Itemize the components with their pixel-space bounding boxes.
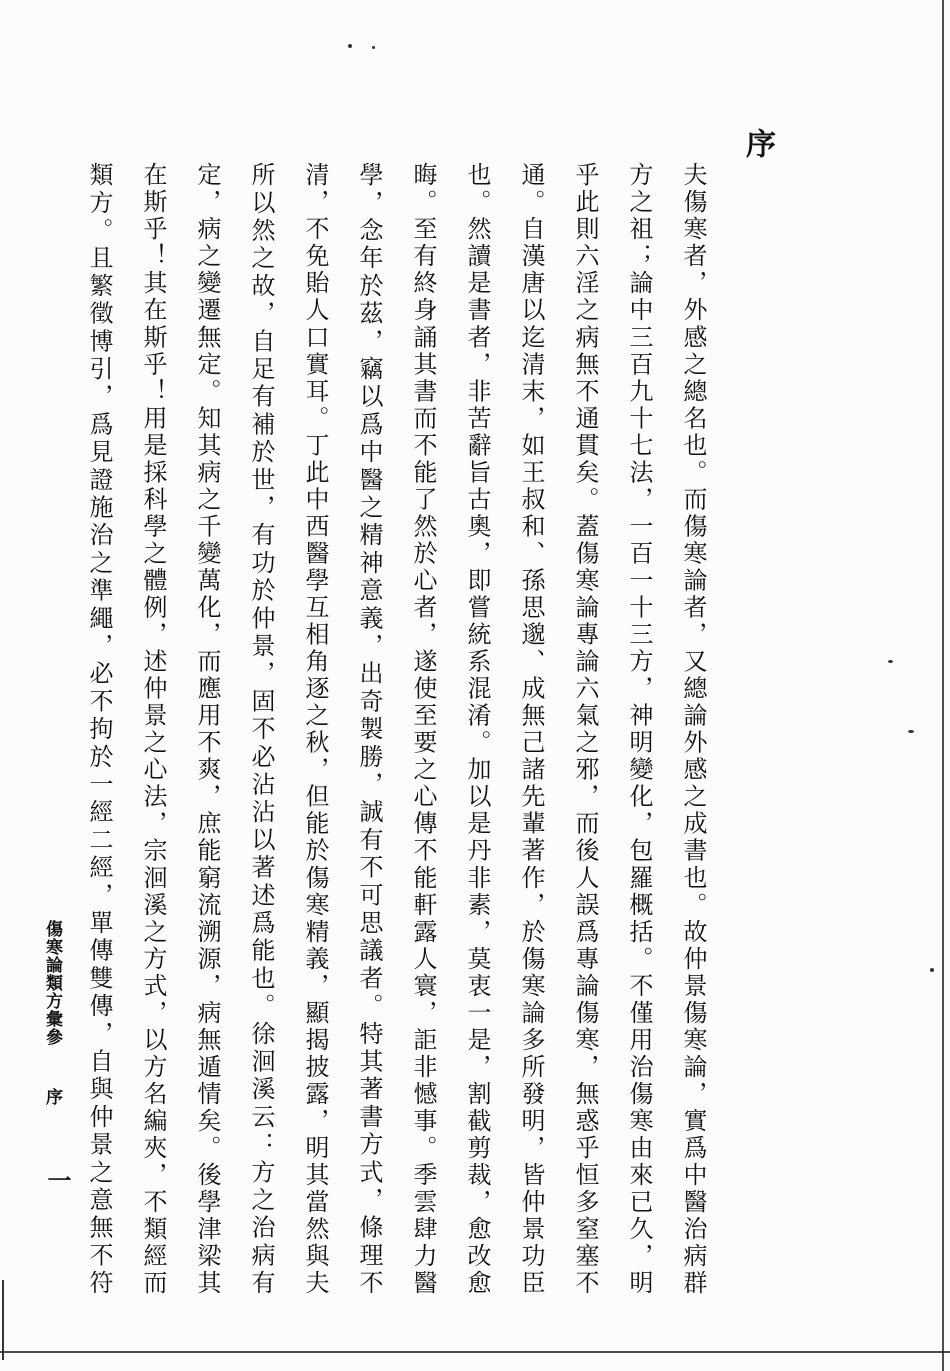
scan-speck — [908, 730, 914, 733]
scan-border-right — [942, 0, 944, 1371]
section-heading: 序 — [740, 128, 775, 158]
scan-speck — [348, 44, 352, 48]
scan-border-bottom — [0, 1351, 950, 1353]
page-number: 一 — [43, 1168, 72, 1192]
scan-speck — [372, 46, 375, 49]
scan-speck — [930, 968, 934, 972]
body-paragraph: 夫傷寒者，外感之總名也。而傷寒論者，又總論外感之成書也。故仲景傷寒論，實爲中醫治病群方之祖；論中三百九十七法，一百一十三方，神明變化，包羅概括。不僅用治傷寒由來已久，明乎此則六淫之病無不通貫矣。蓋傷寒論專論六氣之邪，而後人誤爲專論傷寒，無惑乎恒多窒塞不通。自漢唐以迄清末，如王叔和、孫思邈、成無己諸先輩著作，於傷寒論多所發明，皆仲景功臣也。然讀是書者，非苦辭旨古奧，即嘗統系混淆。加以是丹非素，莫衷一是，割截剪裁，愈改愈晦。至有終身誦其書而不能了然於心者，遂使至要之心傳不能軒露人寰，詎非憾事。季雲肆力醫學，念年於茲，竊以爲中醫之精神意義，出奇製勝，誠有不可思議者。特其著書方式，條理不清，不免貽人口實耳。丁此中西醫學互相角逐之秋，但能於傷寒精義，顯揭披露，明其當然與夫所以然之故，自足有補於世，有功於仲景，固不必沾沾以著述爲能也。徐洄溪云：方之治病有定，病之變遷無定。知其病之千變萬化，而應用不爽，庶能窮流溯源，病無遁情矣。後學津梁其在斯乎！其在斯乎！用是採科學之體例，述仲景之心法，宗洄溪之方式，以方名編夾，不類經而類方。且繁徵博引，爲見證施治之準繩，必不拘於一經二經，單傳雙傳，自與仲景之意無不符 — [85, 162, 707, 1297]
running-section: 序 — [42, 1088, 62, 1105]
running-title: 傷寒論類方彙參 — [42, 920, 62, 1046]
scan-border-left — [2, 1280, 4, 1360]
body-text — [80, 162, 720, 1297]
scan-speck — [888, 660, 893, 663]
